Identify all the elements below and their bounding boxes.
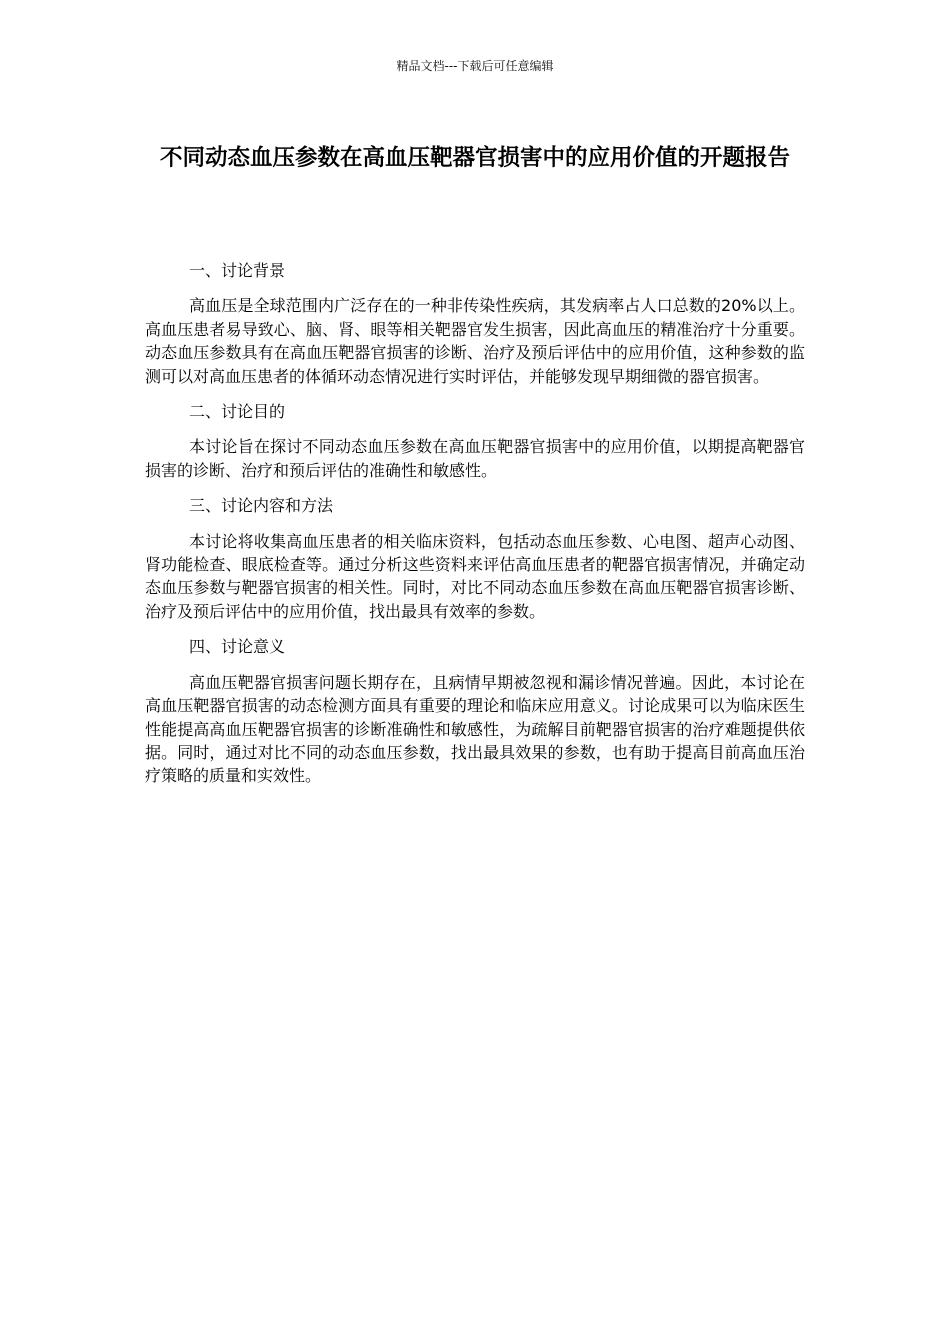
section-body-background: 高血压是全球范围内广泛存在的一种非传染性疾病，其发病率占人口总数的20%以上。高血压患者易导致心、脑、肾、眼等相关靶器官发生损害，因此高血压的精准治疗十分重要。动态血压参数具有在高血压靶器官损害的诊断、治疗及预后评估中的应用价值，这种参数的监测可以对高血压患者的体循环动态情况进行实时评估，并能够发现早期细微的器官损害。 [145, 296, 805, 386]
section-heading-purpose: 二、讨论目的 [189, 402, 286, 422]
section-heading-background: 一、讨论背景 [189, 261, 286, 280]
section-body-content-methods: 本讨论将收集高血压患者的相关临床资料，包括动态血压参数、心电图、超声心动图、肾功能检查、眼底检查等。通过分析这些资料来评估高血压患者的靶器官损害情况，并确定动态血压参数与靶器官损害的相关性。同时，对比不同动态血压参数在高血压靶器官损害诊断、治疗及预后评估中的应用价值，找出最具有效率的参数。 [145, 531, 805, 621]
section-heading-significance: 四、讨论意义 [189, 637, 286, 657]
document-body [145, 259, 805, 800]
section-body-purpose: 本讨论旨在探讨不同动态血压参数在高血压靶器官损害中的应用价值，以期提高靶器官损害的诊断、治疗和预后评估的准确性和敏感性。 [145, 437, 805, 480]
header-note: 精品文档---下载后可任意编辑 [396, 59, 554, 73]
section-body-significance: 高血压靶器官损害问题长期存在，且病情早期被忽视和漏诊情况普遍。因此，本讨论在高血压靶器官损害的动态检测方面具有重要的理论和临床应用意义。讨论成果可以为临床医生性能提高高血压靶器官损害的诊断准确性和敏感性，为疏解目前靶器官损害的治疗难题提供依据。同时，通过对比不同的动态血压参数，找出最具效果的参数，也有助于提高目前高血压治疗策略的质量和实效性。 [145, 672, 805, 786]
section-heading-content-methods: 三、讨论内容和方法 [189, 496, 334, 516]
document-title: 不同动态血压参数在高血压靶器官损害中的应用价值的开题报告 [159, 145, 790, 171]
